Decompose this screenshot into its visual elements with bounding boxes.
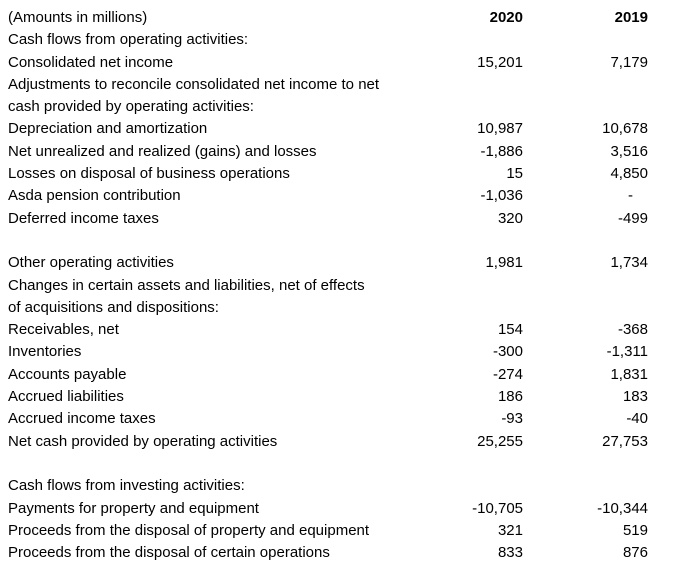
value-2020: 320 (497, 209, 523, 227)
row-label: Consolidated net income (8, 53, 174, 71)
row-label: Asda pension contribution (8, 187, 181, 205)
value-2019: 27,753 (602, 432, 648, 450)
table-row (0, 475, 673, 497)
row-label: Proceeds from the disposal of property and equipment (8, 521, 370, 539)
table-row (0, 141, 673, 163)
table-body (0, 29, 673, 564)
value-2020: 1,981 (485, 254, 523, 272)
table-row (0, 431, 673, 453)
row-label: Cash flows from operating activities: (8, 31, 249, 49)
value-2020: 321 (497, 521, 523, 539)
table-row (0, 297, 673, 319)
row-label: Deferred income taxes (8, 209, 159, 227)
value-2019: 519 (622, 521, 648, 539)
table-row (0, 118, 673, 140)
row-label: Net unrealized and realized (gains) and losses (8, 142, 317, 160)
value-2019: -1,311 (606, 343, 648, 361)
row-label: of acquisitions and dispositions: (8, 298, 219, 316)
value-2020: 25,255 (477, 432, 523, 450)
row-label: Changes in certain assets and liabilities, net of effects (8, 276, 365, 294)
value-2020: -274 (492, 365, 523, 383)
value-2019: 10,678 (602, 120, 648, 138)
row-label: Accounts payable (8, 365, 127, 383)
table-row (0, 208, 673, 230)
value-2020: 186 (497, 388, 523, 406)
row-label: Depreciation and amortization (8, 120, 208, 138)
value-2019: 183 (622, 388, 648, 406)
value-2019: 3,516 (610, 142, 648, 160)
table-row (0, 386, 673, 408)
value-2020: -1,886 (480, 142, 523, 160)
row-label: Adjustments to reconcile consolidated net income to net (8, 75, 380, 93)
row-label: Cash flows from investing activities: (8, 477, 245, 495)
value-2019: 876 (622, 544, 648, 562)
table-row (0, 542, 673, 564)
value-2020: 15,201 (477, 53, 523, 71)
table-row (0, 163, 673, 185)
value-2020: 154 (497, 321, 523, 339)
value-2019: -499 (617, 209, 648, 227)
row-label: Net cash provided by operating activities (8, 432, 278, 450)
row-label: Payments for property and equipment (8, 499, 259, 517)
row-label: Accrued income taxes (8, 410, 156, 428)
table-row (0, 520, 673, 542)
value-2019: -10,344 (597, 499, 648, 517)
row-label: Other operating activities (8, 254, 174, 272)
row-label: Receivables, net (8, 321, 119, 339)
table-row (0, 96, 673, 118)
table-row (0, 341, 673, 363)
value-2019: 1,831 (610, 365, 648, 383)
value-2020: -93 (501, 410, 523, 428)
table-row (0, 52, 673, 74)
table-header-row (0, 7, 673, 29)
value-2020: -10,705 (472, 499, 523, 517)
value-2019: -40 (626, 410, 648, 428)
value-2019: -368 (617, 321, 648, 339)
row-label: Accrued liabilities (8, 388, 124, 406)
value-2020: 10,987 (477, 120, 523, 138)
value-2019: 4,850 (610, 165, 648, 183)
table-row (0, 74, 673, 96)
table-row (0, 29, 673, 51)
table-row (0, 319, 673, 341)
row-label: Proceeds from the disposal of certain operations (8, 544, 330, 562)
row-label: Inventories (8, 343, 82, 361)
table-row (0, 364, 673, 386)
value-2020: 15 (506, 165, 523, 183)
table-row (0, 498, 673, 520)
table-row (0, 185, 673, 207)
row-label: cash provided by operating activities: (8, 98, 254, 116)
table-row (0, 252, 673, 274)
value-2019: - (628, 187, 633, 205)
value-2019: 1,734 (610, 254, 648, 272)
table-row (0, 453, 673, 475)
value-2019: 7,179 (610, 53, 648, 71)
header-year-2020: 2020 (489, 9, 523, 26)
table-row (0, 275, 673, 297)
row-label: Losses on disposal of business operations (8, 165, 290, 183)
table-row (0, 230, 673, 252)
value-2020: -1,036 (480, 187, 523, 205)
header-year-2019: 2019 (614, 9, 648, 26)
value-2020: 833 (497, 544, 523, 562)
value-2020: -300 (492, 343, 523, 361)
table-row (0, 408, 673, 430)
header-amounts-label: (Amounts in millions) (8, 9, 148, 26)
